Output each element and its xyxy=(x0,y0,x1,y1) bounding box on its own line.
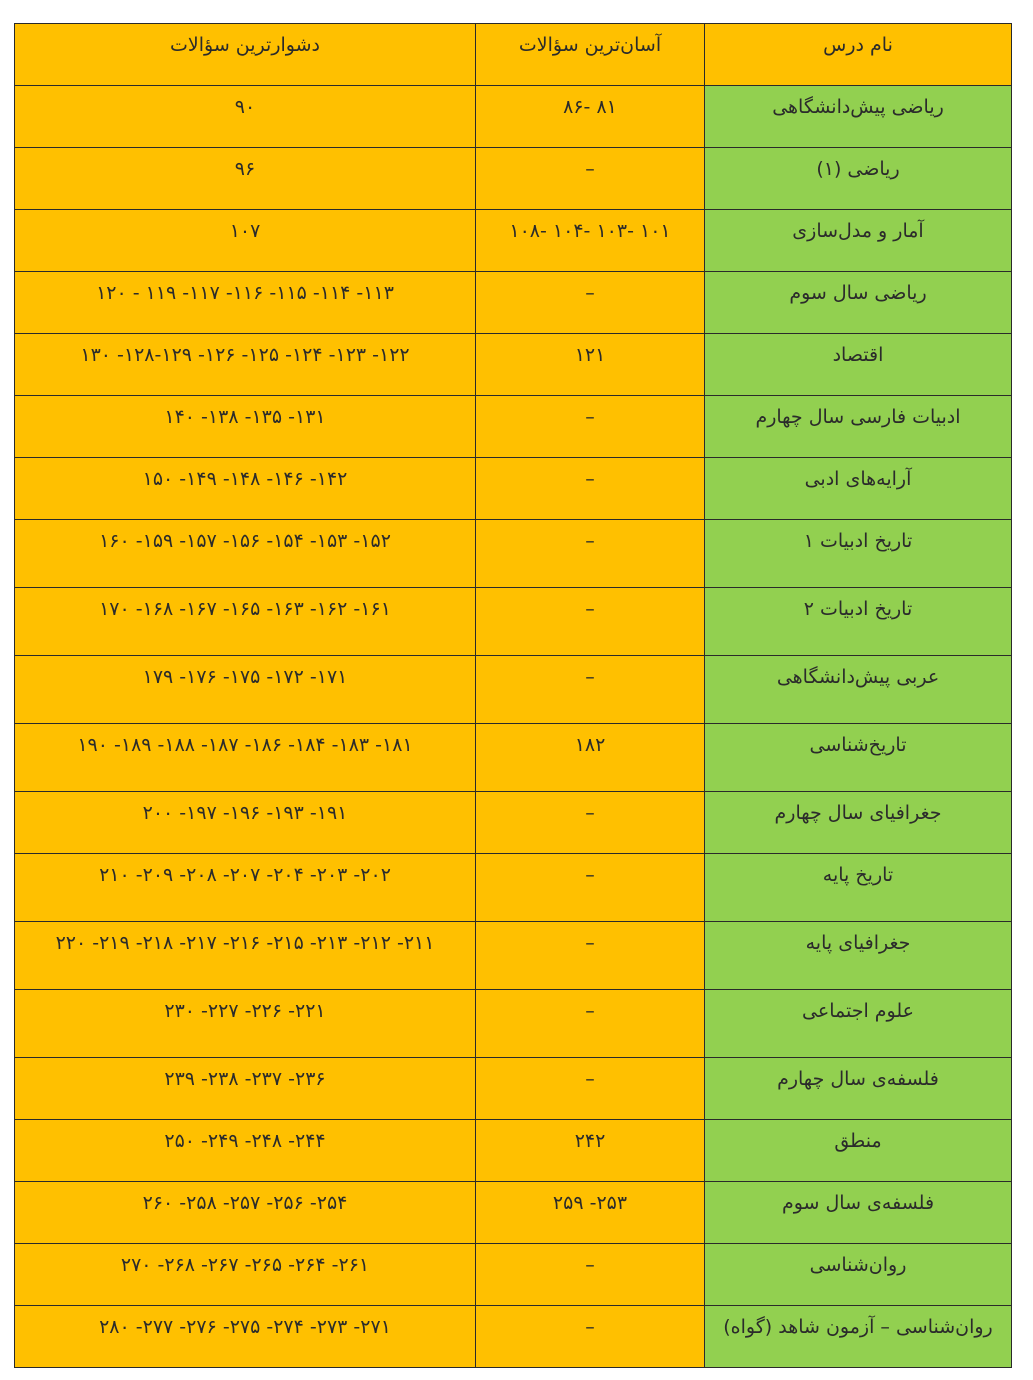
hardest-cell: ۹۶ xyxy=(15,148,476,210)
easiest-cell: – xyxy=(476,1244,705,1306)
table-row xyxy=(15,922,1012,990)
hardest-cell: ۱۲۲- ۱۲۳- ۱۲۴- ۱۲۵- ۱۲۶- ۱۲۸-۱۲۹- ۱۳۰ xyxy=(15,334,476,396)
course-name-cell: آمار و مدل‌سازی xyxy=(705,210,1012,272)
course-name-cell: اقتصاد xyxy=(705,334,1012,396)
table-row xyxy=(15,588,1012,656)
easiest-cell: ۱۲۱ xyxy=(476,334,705,396)
table-row xyxy=(15,1244,1012,1306)
hardest-cell: ۱۵۲- ۱۵۳- ۱۵۴- ۱۵۶- ۱۵۷- ۱۵۹- ۱۶۰ xyxy=(15,520,476,588)
easiest-cell: – xyxy=(476,520,705,588)
table-row xyxy=(15,272,1012,334)
hardest-cell: ۱۰۷ xyxy=(15,210,476,272)
table-row xyxy=(15,86,1012,148)
hardest-cell: ۱۹۱- ۱۹۳- ۱۹۶- ۱۹۷- ۲۰۰ xyxy=(15,792,476,854)
hardest-cell: ۲۲۱- ۲۲۶- ۲۲۷- ۲۳۰ xyxy=(15,990,476,1058)
table-row xyxy=(15,210,1012,272)
hardest-cell: ۲۳۶- ۲۳۷- ۲۳۸- ۲۳۹ xyxy=(15,1058,476,1120)
hardest-cell: ۹۰ xyxy=(15,86,476,148)
table-row xyxy=(15,1058,1012,1120)
hardest-cell: ۲۶۱- ۲۶۴- ۲۶۵- ۲۶۷- ۲۶۸- ۲۷۰ xyxy=(15,1244,476,1306)
easiest-cell: ۸۱ -۸۶ xyxy=(476,86,705,148)
easiest-cell: – xyxy=(476,1058,705,1120)
course-name-cell: روان‌شناسی – آزمون شاهد (گواه) xyxy=(705,1306,1012,1368)
table-body xyxy=(15,24,1012,1368)
course-name-cell: ادبیات فارسی سال چهارم xyxy=(705,396,1012,458)
easiest-cell: ۱۸۲ xyxy=(476,724,705,792)
easiest-cell: ۲۵۳- ۲۵۹ xyxy=(476,1182,705,1244)
hardest-cell: ۲۴۴- ۲۴۸- ۲۴۹- ۲۵۰ xyxy=(15,1120,476,1182)
table-row xyxy=(15,656,1012,724)
course-name-cell: تاریخ ادبیات ۱ xyxy=(705,520,1012,588)
course-name-cell: روان‌شناسی xyxy=(705,1244,1012,1306)
course-name-cell: ریاضی پیش‌دانشگاهی xyxy=(705,86,1012,148)
header-course-name: نام درس xyxy=(705,24,1012,86)
hardest-cell: ۱۱۳- ۱۱۴- ۱۱۵- ۱۱۶- ۱۱۷- ۱۱۹ - ۱۲۰ xyxy=(15,272,476,334)
header-hardest: دشوارترین سؤالات xyxy=(15,24,476,86)
table-row xyxy=(15,724,1012,792)
hardest-cell: ۲۷۱- ۲۷۳- ۲۷۴- ۲۷۵- ۲۷۶- ۲۷۷- ۲۸۰ xyxy=(15,1306,476,1368)
table-row xyxy=(15,990,1012,1058)
easiest-cell: – xyxy=(476,148,705,210)
table-row xyxy=(15,520,1012,588)
header-easiest: آسان‌ترین سؤالات xyxy=(476,24,705,86)
hardest-cell: ۱۴۲- ۱۴۶- ۱۴۸- ۱۴۹- ۱۵۰ xyxy=(15,458,476,520)
hardest-cell: ۱۷۱- ۱۷۲- ۱۷۵- ۱۷۶- ۱۷۹ xyxy=(15,656,476,724)
easiest-cell: ۱۰۱ -۱۰۳ -۱۰۴ -۱۰۸ xyxy=(476,210,705,272)
course-name-cell: ریاضی (۱) xyxy=(705,148,1012,210)
course-name-cell: جغرافیای پایه xyxy=(705,922,1012,990)
questions-table xyxy=(14,23,1012,1368)
table-row xyxy=(15,854,1012,922)
course-name-cell: تاریخ‌شناسی xyxy=(705,724,1012,792)
course-name-cell: منطق xyxy=(705,1120,1012,1182)
hardest-cell: ۲۱۱- ۲۱۲- ۲۱۳- ۲۱۵- ۲۱۶- ۲۱۷- ۲۱۸- ۲۱۹- ۲۲۰ xyxy=(15,922,476,990)
header-row xyxy=(15,24,1012,86)
table-row xyxy=(15,792,1012,854)
easiest-cell: – xyxy=(476,458,705,520)
easiest-cell: – xyxy=(476,396,705,458)
course-name-cell: فلسفه‌ی سال چهارم xyxy=(705,1058,1012,1120)
table-row xyxy=(15,1306,1012,1368)
course-name-cell: جغرافیای سال چهارم xyxy=(705,792,1012,854)
hardest-cell: ۲۰۲- ۲۰۳- ۲۰۴- ۲۰۷- ۲۰۸- ۲۰۹- ۲۱۰ xyxy=(15,854,476,922)
hardest-cell: ۲۵۴- ۲۵۶- ۲۵۷- ۲۵۸- ۲۶۰ xyxy=(15,1182,476,1244)
easiest-cell: – xyxy=(476,1306,705,1368)
table-row xyxy=(15,334,1012,396)
hardest-cell: ۱۸۱- ۱۸۳- ۱۸۴- ۱۸۶- ۱۸۷- ۱۸۸- ۱۸۹- ۱۹۰ xyxy=(15,724,476,792)
course-name-cell: تاریخ ادبیات ۲ xyxy=(705,588,1012,656)
easiest-cell: – xyxy=(476,656,705,724)
easiest-cell: – xyxy=(476,588,705,656)
course-name-cell: فلسفه‌ی سال سوم xyxy=(705,1182,1012,1244)
table-row xyxy=(15,148,1012,210)
course-name-cell: آرایه‌های ادبی xyxy=(705,458,1012,520)
easiest-cell: – xyxy=(476,854,705,922)
course-name-cell: علوم اجتماعی xyxy=(705,990,1012,1058)
table-row xyxy=(15,458,1012,520)
hardest-cell: ۱۶۱- ۱۶۲- ۱۶۳- ۱۶۵- ۱۶۷- ۱۶۸- ۱۷۰ xyxy=(15,588,476,656)
table-row xyxy=(15,1182,1012,1244)
easiest-cell: – xyxy=(476,922,705,990)
easiest-cell: – xyxy=(476,272,705,334)
course-name-cell: تاریخ پایه xyxy=(705,854,1012,922)
table-row xyxy=(15,396,1012,458)
course-name-cell: عربی پیش‌دانشگاهی xyxy=(705,656,1012,724)
course-name-cell: ریاضی سال سوم xyxy=(705,272,1012,334)
hardest-cell: ۱۳۱- ۱۳۵- ۱۳۸- ۱۴۰ xyxy=(15,396,476,458)
easiest-cell: – xyxy=(476,990,705,1058)
table-row xyxy=(15,1120,1012,1182)
easiest-cell: ۲۴۲ xyxy=(476,1120,705,1182)
easiest-cell: – xyxy=(476,792,705,854)
